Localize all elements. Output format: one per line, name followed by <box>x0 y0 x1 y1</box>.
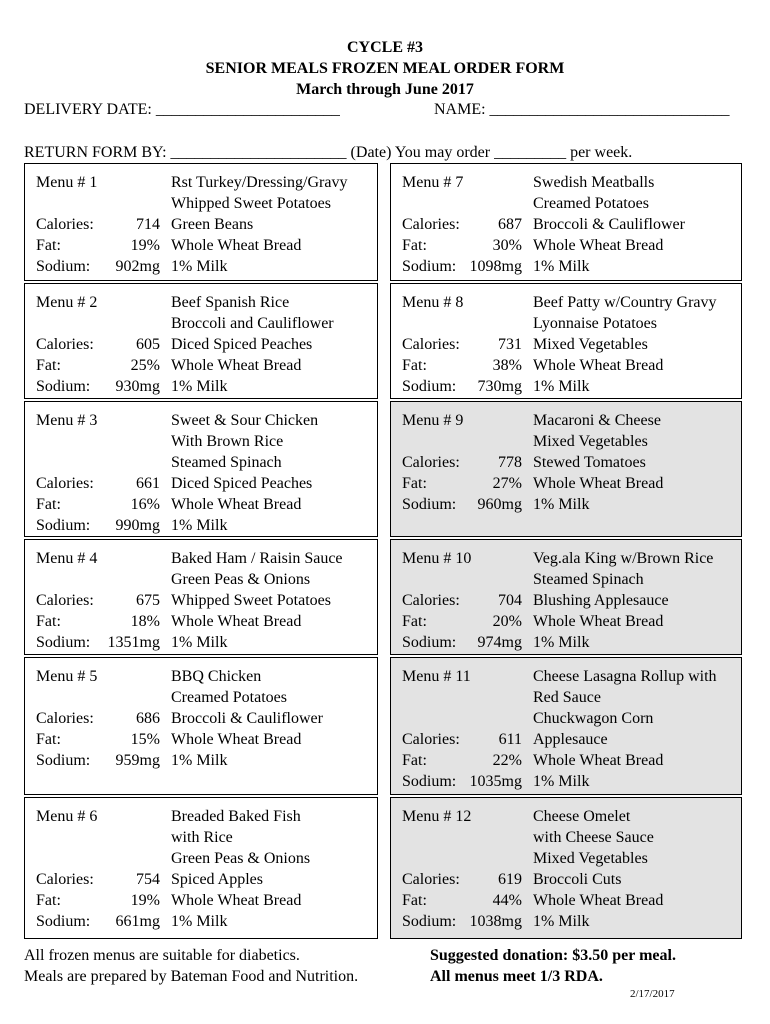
menu-item: BBQ Chicken <box>171 668 262 685</box>
nutrition-calories <box>402 452 522 473</box>
menu-card <box>390 283 742 399</box>
menu-item: 1% Milk <box>533 913 590 930</box>
menu-item: Creamed Potatoes <box>171 689 287 706</box>
menu-item: 1% Milk <box>533 378 590 395</box>
calories-value: 619 <box>498 871 522 888</box>
revision-date: 2/17/2017 <box>630 988 675 1000</box>
menu-item: Green Beans <box>171 216 254 233</box>
menu-item: Broccoli & Cauliflower <box>533 216 685 233</box>
menu-card <box>24 797 378 939</box>
calories-label: Calories: <box>36 336 94 353</box>
calories-label: Calories: <box>402 216 460 233</box>
fat-value: 16% <box>130 496 160 513</box>
menu-item: Steamed Spinach <box>533 571 644 588</box>
menu-item: 1% Milk <box>171 752 228 769</box>
sodium-label: Sodium: <box>402 258 457 275</box>
menu-item: 1% Milk <box>533 496 590 513</box>
sodium-label: Sodium: <box>36 517 91 534</box>
sodium-value: 930mg <box>115 378 160 395</box>
menu-item: Whole Wheat Bread <box>533 613 664 630</box>
menu-item: Green Peas & Onions <box>171 850 311 867</box>
calories-label: Calories: <box>36 871 94 888</box>
calories-value: 686 <box>136 710 160 727</box>
menu-number: Menu # 7 <box>402 174 464 191</box>
calories-value: 714 <box>136 216 160 233</box>
rda-note: All menus meet 1/3 RDA. <box>430 968 603 985</box>
menu-item: 1% Milk <box>171 634 228 651</box>
menu-item: Broccoli and Cauliflower <box>171 315 334 332</box>
menu-card <box>24 401 378 537</box>
nutrition-calories <box>402 334 522 355</box>
menu-items <box>171 410 318 536</box>
nutrition-fat <box>402 750 522 771</box>
nutrition-fat <box>36 494 160 515</box>
nutrition-sodium <box>36 750 160 771</box>
menu-number: Menu # 9 <box>402 412 464 429</box>
menu-items <box>171 292 334 397</box>
calories-value: 731 <box>498 336 522 353</box>
menu-number: Menu # 3 <box>36 412 98 429</box>
menu-item: 1% Milk <box>533 634 590 651</box>
nutrition-sodium <box>36 376 160 397</box>
menu-item: Broccoli & Cauliflower <box>171 710 323 727</box>
nutrition-sodium <box>402 632 522 653</box>
menu-item: Sweet & Sour Chicken <box>171 412 319 429</box>
menu-card <box>390 657 742 795</box>
nutrition-calories <box>36 708 160 729</box>
menu-card <box>24 283 378 399</box>
sodium-label: Sodium: <box>36 913 91 930</box>
menu-items <box>533 292 717 397</box>
fat-value: 44% <box>492 892 522 909</box>
fat-value: 38% <box>492 357 522 374</box>
nutrition-fat <box>402 611 522 632</box>
calories-value: 661 <box>136 475 160 492</box>
calories-label: Calories: <box>36 710 94 727</box>
footer-prepared-note: Meals are prepared by Bateman Food and Nutrition. <box>24 968 359 985</box>
calories-label: Calories: <box>402 592 460 609</box>
fat-label: Fat: <box>402 357 427 374</box>
fat-label: Fat: <box>402 613 427 630</box>
calories-value: 605 <box>136 336 160 353</box>
calories-value: 611 <box>498 731 522 748</box>
menu-item: Whole Wheat Bread <box>171 357 302 374</box>
menu-number: Menu # 6 <box>36 808 98 825</box>
menu-items <box>533 548 713 653</box>
sodium-value: 730mg <box>477 378 522 395</box>
menu-item: Cheese Lasagna Rollup with <box>533 668 717 685</box>
menu-item: Whole Wheat Bread <box>171 613 302 630</box>
nutrition-sodium <box>402 376 522 397</box>
nutrition-calories <box>36 334 160 355</box>
calories-label: Calories: <box>36 216 94 233</box>
sodium-value: 1038mg <box>469 913 522 930</box>
menu-item: Whole Wheat Bread <box>171 892 302 909</box>
sodium-label: Sodium: <box>36 752 91 769</box>
menu-item: Whole Wheat Bread <box>533 357 664 374</box>
fat-label: Fat: <box>402 237 427 254</box>
sodium-label: Sodium: <box>402 634 457 651</box>
menu-number: Menu # 11 <box>402 668 471 685</box>
sodium-label: Sodium: <box>36 378 91 395</box>
sodium-label: Sodium: <box>36 258 91 275</box>
menu-item: Steamed Spinach <box>171 454 282 471</box>
calories-value: 754 <box>136 871 160 888</box>
sodium-label: Sodium: <box>402 773 457 790</box>
fat-value: 27% <box>492 475 522 492</box>
menu-item: Baked Ham / Raisin Sauce <box>171 550 343 567</box>
menu-item: with Cheese Sauce <box>533 829 654 846</box>
menu-item: Beef Patty w/Country Gravy <box>533 294 717 311</box>
fat-value: 20% <box>492 613 522 630</box>
fat-value: 30% <box>492 237 522 254</box>
sodium-value: 959mg <box>115 752 160 769</box>
menu-item: Veg.ala King w/Brown Rice <box>533 550 714 567</box>
menu-card <box>390 401 742 537</box>
nutrition-calories <box>402 729 522 750</box>
menu-item: Cheese Omelet <box>533 808 631 825</box>
calories-value: 778 <box>498 454 522 471</box>
menu-number: Menu # 10 <box>402 550 472 567</box>
menu-item: Whole Wheat Bread <box>533 237 664 254</box>
menu-item: Diced Spiced Peaches <box>171 336 313 353</box>
fat-value: 15% <box>130 731 160 748</box>
menu-item: Mixed Vegetables <box>533 850 648 867</box>
menu-item: Mixed Vegetables <box>533 336 648 353</box>
fat-label: Fat: <box>36 731 61 748</box>
menu-card <box>390 539 742 655</box>
nutrition-fat <box>402 235 522 256</box>
menu-items <box>533 666 717 792</box>
nutrition-fat <box>36 729 160 750</box>
nutrition-calories <box>36 214 160 235</box>
fat-label: Fat: <box>402 475 427 492</box>
menu-item: 1% Milk <box>533 258 590 275</box>
menu-items <box>171 172 347 277</box>
menu-number: Menu # 12 <box>402 808 472 825</box>
menu-items <box>171 806 310 932</box>
menu-item: Mixed Vegetables <box>533 433 648 450</box>
menu-item: with Rice <box>171 829 233 846</box>
nutrition-fat <box>402 890 522 911</box>
menu-card <box>390 797 742 939</box>
menu-item: 1% Milk <box>533 773 590 790</box>
calories-label: Calories: <box>402 871 460 888</box>
nutrition-sodium <box>36 515 160 536</box>
menu-item: Stewed Tomatoes <box>533 454 646 471</box>
sodium-value: 960mg <box>477 496 522 513</box>
nutrition-fat <box>36 611 160 632</box>
sodium-label: Sodium: <box>402 913 457 930</box>
menu-item: Diced Spiced Peaches <box>171 475 313 492</box>
fat-label: Fat: <box>402 892 427 909</box>
cycle-heading: CYCLE #3 <box>346 39 423 56</box>
nutrition-fat <box>36 890 160 911</box>
return-form-line[interactable]: RETURN FORM BY: ______________________ (Date) You may order _________ per week. <box>24 144 633 161</box>
nutrition-sodium <box>402 911 522 932</box>
nutrition-calories <box>402 214 522 235</box>
sodium-value: 1351mg <box>107 634 160 651</box>
fat-value: 25% <box>130 357 160 374</box>
name-field[interactable]: NAME: ______________________________ <box>434 101 730 118</box>
sodium-value: 1098mg <box>469 258 522 275</box>
calories-value: 704 <box>498 592 522 609</box>
sodium-value: 902mg <box>115 258 160 275</box>
fat-label: Fat: <box>36 613 61 630</box>
menu-item: Spiced Apples <box>171 871 263 888</box>
nutrition-fat <box>402 355 522 376</box>
fat-label: Fat: <box>402 752 427 769</box>
sodium-label: Sodium: <box>402 378 457 395</box>
menu-item: Whole Wheat Bread <box>171 237 302 254</box>
menu-number: Menu # 8 <box>402 294 464 311</box>
menu-item: Creamed Potatoes <box>533 195 649 212</box>
nutrition-fat <box>402 473 522 494</box>
fat-label: Fat: <box>36 357 61 374</box>
fat-value: 22% <box>492 752 522 769</box>
fat-value: 19% <box>130 237 160 254</box>
menu-item: Breaded Baked Fish <box>171 808 301 825</box>
menu-number: Menu # 1 <box>36 174 98 191</box>
menu-item: Whole Wheat Bread <box>533 752 664 769</box>
calories-label: Calories: <box>36 592 94 609</box>
menu-item: Whipped Sweet Potatoes <box>171 195 331 212</box>
nutrition-calories <box>402 869 522 890</box>
menu-item: Macaroni & Cheese <box>533 412 661 429</box>
fat-label: Fat: <box>36 237 61 254</box>
menu-card <box>24 657 378 795</box>
menu-items <box>533 410 663 515</box>
nutrition-sodium <box>402 494 522 515</box>
menu-item: With Brown Rice <box>171 433 284 450</box>
nutrition-calories <box>36 473 160 494</box>
nutrition-calories <box>36 869 160 890</box>
menu-item: 1% Milk <box>171 913 228 930</box>
sodium-label: Sodium: <box>36 634 91 651</box>
menu-item: 1% Milk <box>171 378 228 395</box>
period-heading: March through June 2017 <box>296 81 474 98</box>
form-title: SENIOR MEALS FROZEN MEAL ORDER FORM <box>205 60 565 77</box>
fat-label: Fat: <box>36 496 61 513</box>
sodium-value: 1035mg <box>469 773 522 790</box>
menu-item: Beef Spanish Rice <box>171 294 290 311</box>
menu-item: Whole Wheat Bread <box>171 731 302 748</box>
calories-value: 675 <box>136 592 160 609</box>
menu-items <box>533 806 663 932</box>
nutrition-calories <box>402 590 522 611</box>
menu-item: 1% Milk <box>171 517 228 534</box>
nutrition-fat <box>36 355 160 376</box>
menu-item: 1% Milk <box>171 258 228 275</box>
menu-item: Blushing Applesauce <box>533 592 669 609</box>
nutrition-fat <box>36 235 160 256</box>
menu-card <box>390 163 742 281</box>
delivery-date-field[interactable]: DELIVERY DATE: _______________________ <box>24 101 340 118</box>
calories-label: Calories: <box>402 454 460 471</box>
menu-item: Swedish Meatballs <box>533 174 655 191</box>
menu-items <box>171 548 343 653</box>
nutrition-sodium <box>36 632 160 653</box>
nutrition-sodium <box>402 256 522 277</box>
menu-item: Broccoli Cuts <box>533 871 622 888</box>
menu-item: Whole Wheat Bread <box>533 475 664 492</box>
menu-item: Red Sauce <box>533 689 601 706</box>
nutrition-sodium <box>402 771 522 792</box>
calories-label: Calories: <box>402 731 460 748</box>
sodium-value: 990mg <box>115 517 160 534</box>
menu-number: Menu # 4 <box>36 550 98 567</box>
sodium-value: 661mg <box>115 913 160 930</box>
sodium-label: Sodium: <box>402 496 457 513</box>
menu-item: Green Peas & Onions <box>171 571 311 588</box>
menu-item: Applesauce <box>533 731 608 748</box>
menu-card <box>24 539 378 655</box>
menu-item: Whipped Sweet Potatoes <box>171 592 331 609</box>
nutrition-sodium <box>36 911 160 932</box>
footer-diabetic-note: All frozen menus are suitable for diabetics. <box>24 947 300 964</box>
fat-label: Fat: <box>36 892 61 909</box>
fat-value: 18% <box>130 613 160 630</box>
nutrition-calories <box>36 590 160 611</box>
calories-value: 687 <box>498 216 522 233</box>
menu-items <box>533 172 685 277</box>
fat-value: 19% <box>130 892 160 909</box>
menu-number: Menu # 5 <box>36 668 98 685</box>
menu-item: Rst Turkey/Dressing/Gravy <box>171 174 348 191</box>
suggested-donation: Suggested donation: $3.50 per meal. <box>430 947 676 964</box>
menu-items <box>171 666 323 771</box>
nutrition-sodium <box>36 256 160 277</box>
menu-card <box>24 163 378 281</box>
calories-label: Calories: <box>402 336 460 353</box>
menu-item: Whole Wheat Bread <box>533 892 664 909</box>
calories-label: Calories: <box>36 475 94 492</box>
menu-number: Menu # 2 <box>36 294 98 311</box>
menu-item: Chuckwagon Corn <box>533 710 654 727</box>
menu-item: Lyonnaise Potatoes <box>533 315 657 332</box>
sodium-value: 974mg <box>477 634 522 651</box>
menu-item: Whole Wheat Bread <box>171 496 302 513</box>
